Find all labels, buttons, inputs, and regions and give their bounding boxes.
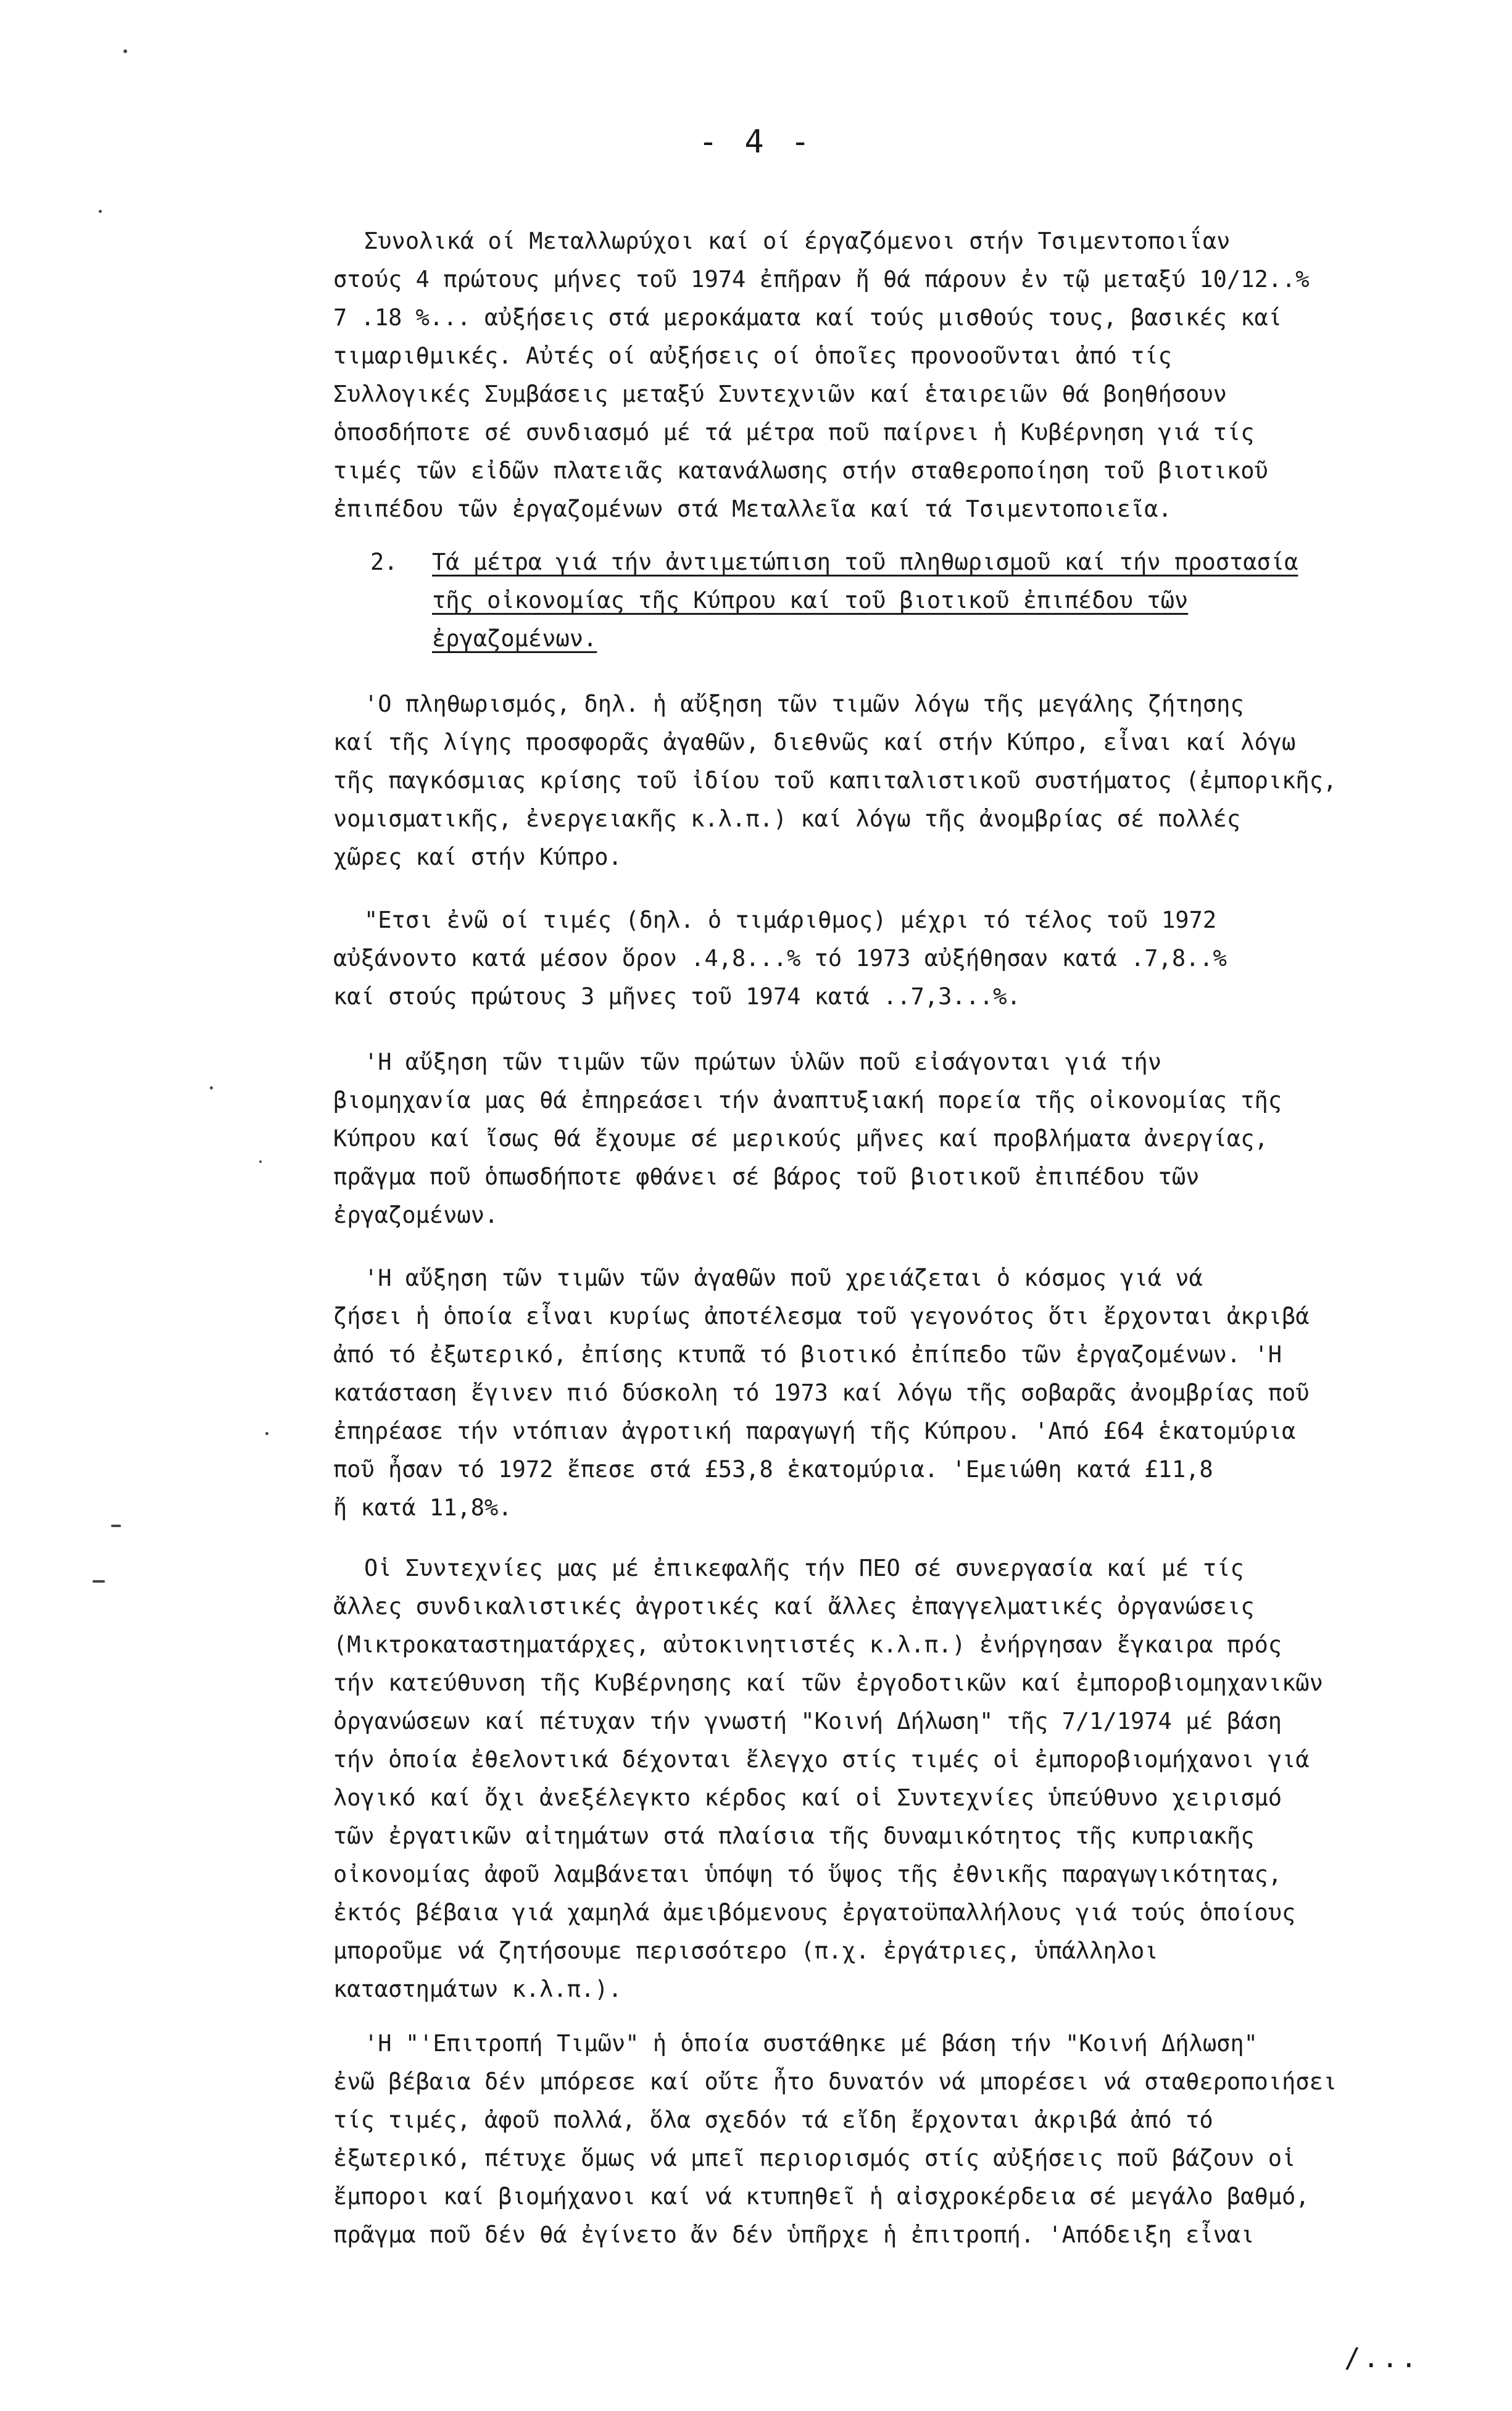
- text-line: 'Ο πληθωρισμός, δηλ. ἡ αὔξηση τῶν τιμῶν λόγω τῆς μεγάλης ζήτησης: [364, 691, 1244, 717]
- section-heading: [370, 543, 1419, 658]
- text-line: βιομηχανία μας θά ἐπηρεάσει τήν ἀναπτυξιακή πορεία τῆς οἰκονομίας τῆς: [333, 1087, 1282, 1114]
- text-line: πρᾶγμα ποῦ ὁπωσδήποτε φθάνει σέ βάρος τοῦ βιοτικοῦ ἐπιπέδου τῶν: [333, 1164, 1200, 1190]
- text-line: ἐπηρέασε τήν ντόπιαν ἀγροτική παραγωγή τῆς Κύπρου. 'Από £64 ἑκατομύρια: [333, 1418, 1296, 1444]
- scan-speck: [123, 49, 127, 53]
- text-line: ἔμποροι καί βιομήχανοι καί νά κτυπηθεῖ ἡ αἰσχροκέρδεια σέ μεγάλο βαθμό,: [333, 2183, 1310, 2210]
- text-line: ἐκτός βέβαια γιά χαμηλά ἀμειβόμενους ἐργατοϋπαλλήλους γιά τούς ὁποίους: [333, 1899, 1296, 1926]
- text-line: Συνολικά οί Μεταλλωρύχοι καί οί έργαζόμενοι στήν Τσιμεντοποιΐαν: [364, 228, 1231, 254]
- section-number: 2.: [370, 549, 398, 575]
- text-line: τήν κατεύθυνση τῆς Κυβέρνησης καί τῶν ἐργοδοτικῶν καί ἐμποροβιομηχανικῶν: [333, 1670, 1323, 1696]
- scan-speck: [259, 1160, 262, 1163]
- text-line: χῶρες καί στήν Κύπρο.: [333, 844, 622, 870]
- text-line: Κύπρου καί ἴσως θά ἔχουμε σέ μερικούς μῆνες καί προβλήματα ἀνεργίας,: [333, 1125, 1268, 1152]
- text-line: ποῦ ἦσαν τό 1972 ἔπεσε στά £53,8 ἑκατομύρια. 'Εμειώθη κατά £11,8: [333, 1456, 1213, 1483]
- text-line: λογικό καί ὄχι ἀνεξέλεγκτο κέρδος καί οἱ Συντεχνίες ὑπεύθυνο χειρισμό: [333, 1784, 1282, 1811]
- section-title-line2: τῆς οἰκονομίας τῆς Κύπρου καί τοῦ βιοτικοῦ ἐπιπέδου τῶν: [432, 587, 1189, 614]
- continuation-mark: /...: [1344, 2342, 1419, 2374]
- text-line: ἐπιπέδου τῶν ἐργαζομένων στά Μεταλλεῖα καί τά Τσιμεντοποιεῖα.: [333, 496, 1172, 522]
- scan-speck: [99, 210, 102, 213]
- paragraph-goods-prices: [333, 1259, 1419, 1527]
- text-line: τήν ὁποία ἐθελοντικά δέχονται ἔλεγχο στίς τιμές οἱ ἐμποροβιομήχανοι γιά: [333, 1746, 1310, 1773]
- text-line: ὀργανώσεων καί πέτυχαν τήν γνωστή "Κοινή Δήλωση" τῆς 7/1/1974 μέ βάση: [333, 1708, 1282, 1734]
- text-line: ἤ κατά 11,8%.: [333, 1494, 512, 1521]
- text-line: Οἱ Συντεχνίες μας μέ ἐπικεφαλῆς τήν ΠΕΟ σέ συνεργασία καί μέ τίς: [364, 1555, 1244, 1581]
- text-line: καί στούς πρώτους 3 μῆνες τοῦ 1974 κατά ..7,3...%.: [333, 983, 1021, 1010]
- section-title-line1: Τά μέτρα γιά τήν ἀντιμετώπιση τοῦ πληθωρισμοῦ καί τήν προστασία: [432, 549, 1298, 575]
- text-line: κατάσταση ἔγινεν πιό δύσκολη τό 1973 καί λόγω τῆς σοβαρᾶς ἀνομβρίας ποῦ: [333, 1380, 1310, 1406]
- text-line: ἀπό τό ἐξωτερικό, ἐπίσης κτυπᾶ τό βιοτικό ἐπίπεδο τῶν ἐργαζομένων. 'Η: [333, 1341, 1282, 1368]
- text-line: στούς 4 πρώτους μήνες τοῦ 1974 ἐπῆραν ἤ θά πάρουν ἐν τῷ μεταξύ 10/12..%: [333, 266, 1310, 293]
- text-line: τῆς παγκόσμιας κρίσης τοῦ ἰδίου τοῦ καπιταλιστικοῦ συστήματος (ἐμπορικῆς,: [333, 767, 1337, 794]
- text-line: καί τῆς λίγης προσφορᾶς ἀγαθῶν, διεθνῶς καί στήν Κύπρο, εἶναι καί λόγω: [333, 729, 1296, 756]
- text-line: τίς τιμές, ἀφοῦ πολλά, ὅλα σχεδόν τά εἴδη ἔρχονται ἀκριβά ἀπό τό: [333, 2107, 1213, 2133]
- paragraph-inflation: [333, 685, 1419, 877]
- text-line: 'Η αὔξηση τῶν τιμῶν τῶν πρώτων ὑλῶν ποῦ εἰσάγονται γιά τήν: [364, 1049, 1162, 1075]
- scan-speck: [93, 1580, 105, 1583]
- text-line: 7 .18 %... αὐξήσεις στά μεροκάματα καί τούς μισθούς τους, βασικές καί: [333, 304, 1282, 331]
- text-line: ἄλλες συνδικαλιστικές ἀγροτικές καί ἄλλες ἐπαγγελματικές ὀργανώσεις: [333, 1593, 1255, 1620]
- scan-speck: [210, 1086, 213, 1089]
- paragraph-raw-materials: [333, 1043, 1419, 1235]
- text-line: ζήσει ἡ ὁποία εἶναι κυρίως ἀποτέλεσμα τοῦ γεγονότος ὅτι ἔρχονται ἀκριβά: [333, 1303, 1310, 1330]
- page-number: - 4 -: [698, 123, 814, 160]
- text-line: καταστημάτων κ.λ.π.).: [333, 1976, 622, 2002]
- text-line: τιμαριθμικές. Αὐτές οί αὐξήσεις οί ὁποῖες προνοοῦνται ἀπό τίς: [333, 343, 1172, 369]
- text-line: 'Η "'Επιτροπή Τιμῶν" ἡ ὁποία συστάθηκε μέ βάση τήν "Κοινή Δήλωση": [364, 2030, 1258, 2057]
- scan-speck: [111, 1525, 121, 1527]
- text-line: τῶν ἐργατικῶν αἰτημάτων στά πλαίσια τῆς δυναμικότητος τῆς κυπριακῆς: [333, 1823, 1255, 1849]
- section-title-line3: ἐργαζομένων.: [432, 625, 597, 652]
- paragraph-price-index: [333, 901, 1419, 1016]
- text-line: 'Η αὔξηση τῶν τιμῶν τῶν ἀγαθῶν ποῦ χρειάζεται ὁ κόσμος γιά νά: [364, 1265, 1203, 1291]
- text-line: μποροῦμε νά ζητήσουμε περισσότερο (π.χ. ἐργάτριες, ὑπάλληλοι: [333, 1938, 1158, 1964]
- scan-speck: [265, 1432, 268, 1435]
- paragraph-metalworkers: [333, 222, 1419, 528]
- text-line: τιμές τῶν εἰδῶν πλατειᾶς κατανάλωσης στήν σταθεροποίηση τοῦ βιοτικοῦ: [333, 457, 1268, 484]
- text-line: ἐργαζομένων.: [333, 1202, 499, 1228]
- text-line: ὁποσδήποτε σέ συνδιασμό μέ τά μέτρα ποῦ παίρνει ἡ Κυβέρνηση γιά τίς: [333, 419, 1255, 446]
- text-line: νομισματικῆς, ἐνεργειακῆς κ.λ.π.) καί λόγω τῆς ἀνομβρίας σέ πολλές: [333, 806, 1241, 832]
- text-line: πρᾶγμα ποῦ δέν θά ἐγίνετο ἄν δέν ὑπῆρχε ἡ ἐπιτροπή. 'Απόδειξη εἶναι: [333, 2222, 1255, 2248]
- text-line: (Μικτροκαταστηματάρχες, αὐτοκινητιστές κ.λ.π.) ἐνήργησαν ἔγκαιρα πρός: [333, 1631, 1282, 1658]
- text-line: Συλλογικές Συμβάσεις μεταξύ Συντεχνιῶν καί ἑταιρειῶν θά βοηθήσουν: [333, 381, 1227, 407]
- text-line: αὐξάνοντο κατά μέσον ὅρον .4,8...% τό 1973 αὐξήθησαν κατά .7,8..%: [333, 945, 1227, 972]
- paragraph-unions: [333, 1549, 1419, 2009]
- text-line: "Ετσι ἐνῶ οί τιμές (δηλ. ὁ τιμάριθμος) μέχρι τό τέλος τοῦ 1972: [364, 907, 1217, 933]
- text-line: οἰκονομίας ἀφοῦ λαμβάνεται ὑπόψη τό ὕψος τῆς ἐθνικῆς παραγωγικότητας,: [333, 1861, 1282, 1888]
- text-line: ἐξωτερικό, πέτυχε ὅμως νά μπεῖ περιορισμός στίς αὐξήσεις ποῦ βάζουν οἱ: [333, 2145, 1296, 2172]
- paragraph-price-committee: [333, 2025, 1419, 2254]
- text-line: ἐνῶ βέβαια δέν μπόρεσε καί οὔτε ἦτο δυνατόν νά μπορέσει νά σταθεροποιήσει: [333, 2068, 1337, 2095]
